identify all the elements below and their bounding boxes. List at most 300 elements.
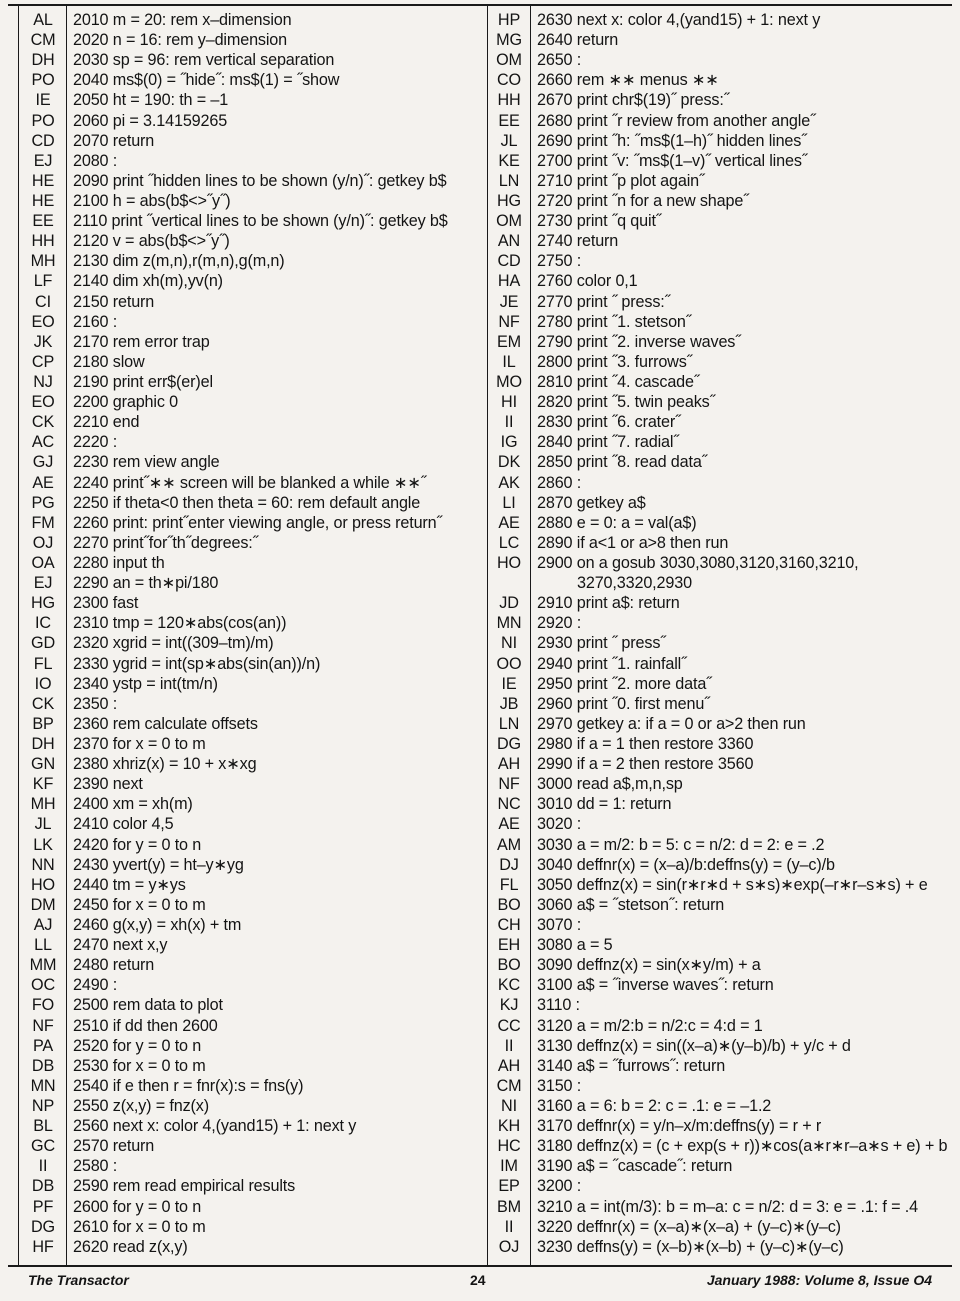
basic-statement: 3110 : <box>537 996 580 1015</box>
basic-statement: 2340 ystp = int(tm/n) <box>73 674 218 693</box>
checksum-code: AE <box>32 473 54 492</box>
checksum-code: II <box>504 1217 514 1236</box>
listing-line <box>488 292 954 312</box>
checksum-code: OM <box>496 51 522 70</box>
checksum-code: GN <box>31 755 55 774</box>
basic-statement: 2390 next <box>73 775 143 794</box>
page-number: 24 <box>470 1272 486 1288</box>
checksum-code: CO <box>497 71 521 90</box>
checksum-code: BO <box>497 956 521 975</box>
basic-statement: 2470 next x,y <box>73 936 168 955</box>
listing-line <box>20 734 486 754</box>
checksum-code: II <box>504 413 514 432</box>
listing-line <box>20 191 486 211</box>
listing-line <box>488 412 954 432</box>
basic-statement: 2050 ht = 190: th = –1 <box>73 91 229 110</box>
basic-statement: 2880 e = 0: a = val(a$) <box>537 513 697 532</box>
checksum-code: EE <box>498 111 520 130</box>
listing-line <box>20 553 486 573</box>
checksum-code: PO <box>31 111 55 130</box>
checksum-code: NI <box>501 634 517 653</box>
basic-statement: 3210 a = int(m/3): b = m–a: c = n/2: d = 3: e = .1: f = .4 <box>537 1197 918 1216</box>
basic-statement: 2300 fast <box>73 594 139 613</box>
basic-statement: 2280 input th <box>73 554 165 572</box>
listing-line <box>488 352 954 372</box>
basic-statement: 2460 g(x,y) = xh(x) + tm <box>73 915 242 934</box>
listing-line <box>20 1136 486 1156</box>
basic-statement: 2240 print˝∗∗ screen will be blanked a while ∗∗˝ <box>73 473 426 492</box>
listing-line <box>20 111 486 131</box>
listing-line <box>488 714 954 734</box>
listing-line <box>488 674 954 694</box>
checksum-code: IL <box>502 352 516 371</box>
checksum-code: MO <box>496 373 522 392</box>
listing-line <box>488 30 954 50</box>
listing-line <box>20 794 486 814</box>
basic-statement: 2670 print chr$(19)˝ press:˝ <box>537 91 729 110</box>
basic-statement: 2690 print ˝h: ˝ms$(1–h)˝ hidden lines˝ <box>537 131 807 150</box>
listing-line <box>20 1116 486 1136</box>
listing-line <box>20 1056 486 1076</box>
basic-statement: 2440 tm = y∗ys <box>73 875 186 894</box>
checksum-code: HH <box>31 232 55 251</box>
checksum-code: DH <box>31 51 55 70</box>
listing-line <box>488 231 954 251</box>
listing-line <box>20 1176 486 1196</box>
listing-line <box>20 875 486 895</box>
basic-statement: 2060 pi = 3.14159265 <box>73 111 228 130</box>
listing-line <box>488 211 954 231</box>
basic-statement: 3150 : <box>537 1076 582 1095</box>
basic-statement: 2170 rem error trap <box>73 332 210 351</box>
listing-line <box>488 875 954 895</box>
listing-line <box>488 734 954 754</box>
basic-statement: 2600 for y = 0 to n <box>73 1197 202 1216</box>
checksum-code: AK <box>498 473 520 492</box>
checksum-code: FL <box>33 654 53 673</box>
basic-statement: 2790 print ˝2. inverse waves˝ <box>537 332 741 351</box>
basic-statement: 3160 a = 6: b = 2: c = .1: e = –1.2 <box>537 1096 772 1115</box>
listing-line <box>20 774 486 794</box>
basic-statement: 2100 h = abs(b$<>˝y˝) <box>73 192 231 211</box>
basic-statement: 2720 print ˝n for a new shape˝ <box>537 192 749 211</box>
checksum-code: IO <box>34 674 52 693</box>
checksum-code: AN <box>497 232 521 251</box>
listing-line <box>20 573 486 593</box>
checksum-code: CD <box>31 131 55 150</box>
listing-line <box>20 995 486 1015</box>
basic-statement: 3120 a = m/2:b = n/2:c = 4:d = 1 <box>537 1016 763 1035</box>
listing-line <box>488 814 954 834</box>
checksum-code: AC <box>31 433 55 452</box>
checksum-code: JL <box>34 815 52 834</box>
basic-statement: 2080 : <box>73 151 118 170</box>
basic-statement: 3180 deffnz(x) = (c + exp(s + r))∗cos(a∗r∗r–a∗s + e) + b <box>537 1137 948 1156</box>
checksum-code: EP <box>498 1177 520 1196</box>
checksum-code: CP <box>31 352 55 371</box>
listing-line <box>20 251 486 271</box>
checksum-code: MN <box>496 614 522 633</box>
checksum-code: LK <box>33 835 53 854</box>
basic-statement: 2560 next x: color 4,(yand15) + 1: next y <box>73 1117 357 1136</box>
basic-statement: 2520 for y = 0 to n <box>73 1036 202 1055</box>
basic-statement: 2040 ms$(0) = ˝hide˝: ms$(1) = ˝show <box>73 71 340 90</box>
basic-statement: 2630 next x: color 4,(yand15) + 1: next y <box>537 11 821 30</box>
basic-statement: 3170 deffnr(x) = y/n–x/m:deffns(y) = r + r <box>537 1117 822 1136</box>
basic-statement: 2890 if a<1 or a>8 then run <box>537 533 729 552</box>
checksum-code: BM <box>497 1197 521 1216</box>
listing-line <box>20 654 486 674</box>
listing-line <box>488 332 954 352</box>
checksum-code: MG <box>496 31 522 50</box>
basic-statement: 2450 for x = 0 to m <box>73 895 206 914</box>
listing-line <box>488 1056 954 1076</box>
checksum-code: JE <box>499 292 519 311</box>
checksum-code: AE <box>498 513 520 532</box>
basic-statement: 2090 print ˝hidden lines to be shown (y/n)˝: getkey b$ <box>73 171 447 190</box>
listing-line <box>20 432 486 452</box>
checksum-code: DB <box>31 1177 55 1196</box>
checksum-code: LI <box>502 493 516 512</box>
listing-line <box>488 251 954 271</box>
basic-statement: 2820 print ˝5. twin peaks˝ <box>537 393 715 412</box>
checksum-code: KE <box>498 151 520 170</box>
basic-statement: 2680 print ˝r review from another angle˝ <box>537 111 816 130</box>
basic-statement: 2320 xgrid = int((309–tm)/m) <box>73 634 274 653</box>
basic-statement: 2370 for x = 0 to m <box>73 734 206 753</box>
listing-line <box>488 513 954 533</box>
basic-statement: 2220 : <box>73 433 118 452</box>
basic-statement: 2030 sp = 96: rem vertical separation <box>73 51 335 70</box>
basic-statement: 2180 slow <box>73 352 145 371</box>
listing-line <box>20 935 486 955</box>
basic-statement: 2910 print a$: return <box>537 594 680 613</box>
basic-statement: 3230 deffns(y) = (x–b)∗(x–b) + (y–c)∗(y–c) <box>537 1237 844 1256</box>
listing-line <box>20 1015 486 1035</box>
checksum-code: HE <box>31 192 55 211</box>
checksum-code: HO <box>497 553 521 572</box>
checksum-code: KC <box>497 976 521 995</box>
basic-statement: 2830 print ˝6. crater˝ <box>537 413 681 432</box>
listing-line <box>20 271 486 291</box>
listing-line <box>20 895 486 915</box>
checksum-code: NN <box>31 855 55 874</box>
basic-statement: 2360 rem calculate offsets <box>73 714 258 733</box>
listing-line <box>20 392 486 412</box>
checksum-code: CK <box>31 694 55 713</box>
checksum-code: EJ <box>33 574 53 593</box>
basic-statement: 2950 print ˝2. more data˝ <box>537 674 712 693</box>
statement-first-line: 2900 on a gosub 3030,3080,3120,3160,3210, <box>537 553 859 572</box>
checksum-code: MH <box>30 252 56 271</box>
checksum-code: HP <box>497 11 521 30</box>
listing-line <box>20 412 486 432</box>
listing-line <box>20 633 486 653</box>
listing-line <box>20 915 486 935</box>
basic-statement: 3190 a$ = ˝cascade˝: return <box>537 1157 733 1176</box>
checksum-code: EO <box>31 312 55 331</box>
listing-line <box>20 714 486 734</box>
checksum-code: IE <box>501 674 517 693</box>
listing-line <box>20 1076 486 1096</box>
checksum-code: LN <box>498 714 520 733</box>
checksum-code: IC <box>35 614 51 633</box>
listing-line <box>488 1196 954 1216</box>
listing-line <box>488 935 954 955</box>
listing-line <box>20 312 486 332</box>
listing-line <box>20 171 486 191</box>
checksum-code: NC <box>497 795 521 814</box>
basic-statement: 2120 v = abs(b$<>˝y˝) <box>73 232 230 251</box>
listing-line <box>488 694 954 714</box>
checksum-code: GJ <box>32 453 54 472</box>
checksum-code: DK <box>497 453 521 472</box>
basic-statement: 2860 : <box>537 473 582 492</box>
checksum-code: OA <box>31 554 55 572</box>
checksum-code: II <box>504 1036 514 1055</box>
listing-line <box>488 633 954 653</box>
checksum-code: JK <box>33 332 53 351</box>
listing-line <box>488 835 954 855</box>
basic-statement: 3070 : <box>537 915 582 934</box>
basic-statement: 3080 a = 5 <box>537 936 613 955</box>
listing-line <box>488 754 954 774</box>
listing-line <box>20 131 486 151</box>
checksum-code: HG <box>497 192 521 211</box>
basic-statement: 2620 read z(x,y) <box>73 1237 188 1256</box>
basic-statement: 2430 yvert(y) = ht–y∗yg <box>73 855 244 874</box>
checksum-code: JB <box>499 694 519 713</box>
basic-statement: 2530 for x = 0 to m <box>73 1056 206 1075</box>
checksum-code: OJ <box>32 533 54 552</box>
checksum-code: EO <box>31 393 55 412</box>
checksum-code: KH <box>497 1117 521 1136</box>
checksum-code: GD <box>31 634 55 653</box>
checksum-code: NI <box>501 1096 517 1115</box>
listing-line <box>488 191 954 211</box>
checksum-code: HE <box>31 171 55 190</box>
basic-statement: 2150 return <box>73 292 155 311</box>
basic-statement: 3030 a = m/2: b = 5: c = n/2: d = 2: e = .2 <box>537 835 825 854</box>
listing-line <box>20 90 486 110</box>
listing-line <box>20 211 486 231</box>
listing-line <box>488 271 954 291</box>
listing-line <box>488 312 954 332</box>
checksum-code: CD <box>497 252 521 271</box>
listing-line <box>20 332 486 352</box>
listing-line <box>488 473 954 493</box>
basic-statement: 2480 return <box>73 956 155 975</box>
checksum-code: HO <box>31 875 55 894</box>
checksum-code: PO <box>31 71 55 90</box>
checksum-code: DM <box>30 895 56 914</box>
checksum-code: FO <box>31 996 55 1015</box>
listing-line <box>20 231 486 251</box>
checksum-code: JL <box>500 131 518 150</box>
checksum-code: CH <box>497 915 521 934</box>
checksum-code: PG <box>31 493 55 512</box>
checksum-code: DH <box>31 734 55 753</box>
listing-line <box>488 372 954 392</box>
left-listing-column <box>20 10 486 1257</box>
checksum-code: HC <box>497 1137 521 1156</box>
checksum-code: DG <box>497 735 521 753</box>
basic-statement: 2970 getkey a: if a = 0 or a>2 then run <box>537 714 806 733</box>
checksum-code: AH <box>497 755 521 774</box>
basic-statement: 2200 graphic 0 <box>73 393 178 412</box>
checksum-code: OJ <box>498 1237 520 1256</box>
listing-line <box>20 30 486 50</box>
basic-statement: 2350 : <box>73 694 118 713</box>
checksum-code: MM <box>29 956 57 975</box>
listing-line <box>20 855 486 875</box>
listing-line <box>488 533 954 553</box>
checksum-code: LC <box>498 533 520 552</box>
basic-statement: 2610 for x = 0 to m <box>73 1217 206 1236</box>
listing-line <box>488 613 954 633</box>
listing-line <box>488 553 954 593</box>
checksum-code: CK <box>31 413 55 432</box>
checksum-code: EM <box>497 332 521 351</box>
listing-line <box>488 1036 954 1056</box>
checksum-code: AJ <box>33 915 53 934</box>
checksum-code: AE <box>498 815 520 834</box>
basic-statement: 2730 print ˝q quit˝ <box>537 212 662 231</box>
listing-line <box>488 1176 954 1196</box>
listing-line <box>488 111 954 131</box>
listing-line <box>488 774 954 794</box>
listing-line <box>20 292 486 312</box>
checksum-code: IM <box>500 1157 518 1176</box>
checksum-code: GC <box>31 1137 55 1156</box>
basic-statement: 2590 rem read empirical results <box>73 1177 296 1196</box>
checksum-code: HG <box>31 594 55 613</box>
basic-statement: 3040 deffnr(x) = (x–a)/b:deffns(y) = (y–c)/b <box>537 855 835 874</box>
basic-statement: 3130 deffnz(x) = sin((x–a)∗(y–b)/b) + y/c + d <box>537 1036 851 1055</box>
basic-statement: 2930 print ˝ press˝ <box>537 634 666 653</box>
checksum-code: MH <box>30 795 56 814</box>
checksum-code: BO <box>497 895 521 914</box>
basic-statement: 3200 : <box>537 1177 582 1196</box>
listing-line <box>20 151 486 171</box>
basic-statement: 2210 end <box>73 413 140 432</box>
checksum-code: NF <box>498 775 520 794</box>
basic-statement: 2330 ygrid = int(sp∗abs(sin(an))/n) <box>73 654 321 673</box>
checksum-code: BL <box>33 1117 53 1136</box>
basic-statement: 3020 : <box>537 815 582 834</box>
checksum-code: LN <box>498 171 520 190</box>
checksum-code: CI <box>35 292 51 311</box>
checksum-code: II <box>38 1157 48 1176</box>
basic-statement: 2980 if a = 1 then restore 3360 <box>537 735 754 753</box>
checksum-code: HF <box>32 1237 54 1256</box>
basic-statement: 2940 print ˝1. rainfall˝ <box>537 654 687 673</box>
basic-statement: 2700 print ˝v: ˝ms$(1–v)˝ vertical lines˝ <box>537 151 808 170</box>
checksum-code: OC <box>31 976 55 995</box>
checksum-code: CM <box>30 31 56 50</box>
listing-line <box>488 70 954 90</box>
basic-statement: 2490 : <box>73 976 118 995</box>
checksum-code: HA <box>497 272 521 291</box>
basic-statement: 3050 deffnz(x) = sin(r∗r∗d + s∗s)∗exp(–r∗r–s∗s) + e <box>537 875 928 894</box>
basic-statement: 3140 a$ = ˝furrows˝: return <box>537 1056 726 1075</box>
basic-statement: 2870 getkey a$ <box>537 493 646 512</box>
listing-line <box>20 452 486 472</box>
checksum-code: KF <box>32 775 54 794</box>
checksum-code: FM <box>31 513 55 532</box>
basic-statement: 2640 return <box>537 31 619 50</box>
basic-statement: 2760 color 0,1 <box>537 272 638 291</box>
right-listing-column <box>488 10 954 1257</box>
basic-statement: 2070 return <box>73 131 155 150</box>
listing-line <box>20 593 486 613</box>
checksum-code: EH <box>497 936 521 955</box>
listing-line <box>20 834 486 854</box>
basic-statement: 2410 color 4,5 <box>73 815 174 834</box>
checksum-code: HI <box>501 393 517 412</box>
listing-line <box>488 1015 954 1035</box>
basic-statement: 2740 return <box>537 232 619 251</box>
basic-statement: 2780 print ˝1. stetson˝ <box>537 312 692 331</box>
listing-line <box>488 392 954 412</box>
listing-line <box>20 352 486 372</box>
listing-line <box>20 1217 486 1237</box>
listing-line <box>488 1076 954 1096</box>
basic-statement: 2380 xhriz(x) = 10 + x∗xg <box>73 755 257 774</box>
listing-line <box>488 131 954 151</box>
listing-line <box>20 975 486 995</box>
checksum-code: NJ <box>33 373 53 392</box>
listing-line <box>488 151 954 171</box>
basic-statement: 2250 if theta<0 then theta = 60: rem default angle <box>73 493 421 512</box>
listing-line <box>488 794 954 814</box>
statement-continuation: 3270,3320,2930 <box>577 574 692 593</box>
basic-statement: 2190 print err$(er)el <box>73 373 213 392</box>
checksum-code: HH <box>497 91 521 110</box>
checksum-code: FL <box>499 875 519 894</box>
left-outer-rule <box>18 6 19 1266</box>
listing-line <box>488 593 954 613</box>
basic-statement: 2400 xm = xh(m) <box>73 795 193 814</box>
listing-line <box>20 1096 486 1116</box>
checksum-code: PA <box>32 1036 54 1055</box>
listing-line <box>488 1116 954 1136</box>
checksum-code: PF <box>32 1197 54 1216</box>
listing-line <box>20 1036 486 1056</box>
basic-statement: 2960 print ˝0. first menu˝ <box>537 694 710 713</box>
basic-statement: 3220 deffnr(x) = (x–a)∗(x–a) + (y–c)∗(y–c) <box>537 1217 841 1236</box>
checksum-code: DG <box>31 1217 55 1236</box>
basic-statement: 2540 if e then r = fnr(x):s = fns(y) <box>73 1076 304 1095</box>
checksum-code: MN <box>30 1076 56 1095</box>
listing-line <box>20 814 486 834</box>
checksum-code: NP <box>31 1096 55 1115</box>
basic-statement: 2650 : <box>537 51 582 70</box>
checksum-code: EJ <box>33 151 53 170</box>
listing-line <box>20 1156 486 1176</box>
basic-statement: 2580 : <box>73 1157 118 1176</box>
listing-line <box>488 654 954 674</box>
listing-line <box>20 955 486 975</box>
checksum-code: NF <box>32 1016 54 1035</box>
basic-statement: 2840 print ˝7. radial˝ <box>537 433 679 452</box>
basic-statement: 2110 print ˝vertical lines to be shown (y/n)˝: getkey b$ <box>73 212 448 231</box>
checksum-code: OO <box>496 654 522 673</box>
checksum-code: OM <box>496 212 522 231</box>
checksum-code: CC <box>497 1016 521 1035</box>
basic-statement: 2800 print ˝3. furrows˝ <box>537 352 692 371</box>
basic-statement: 2270 print˝for˝th˝degrees:˝ <box>73 533 258 552</box>
